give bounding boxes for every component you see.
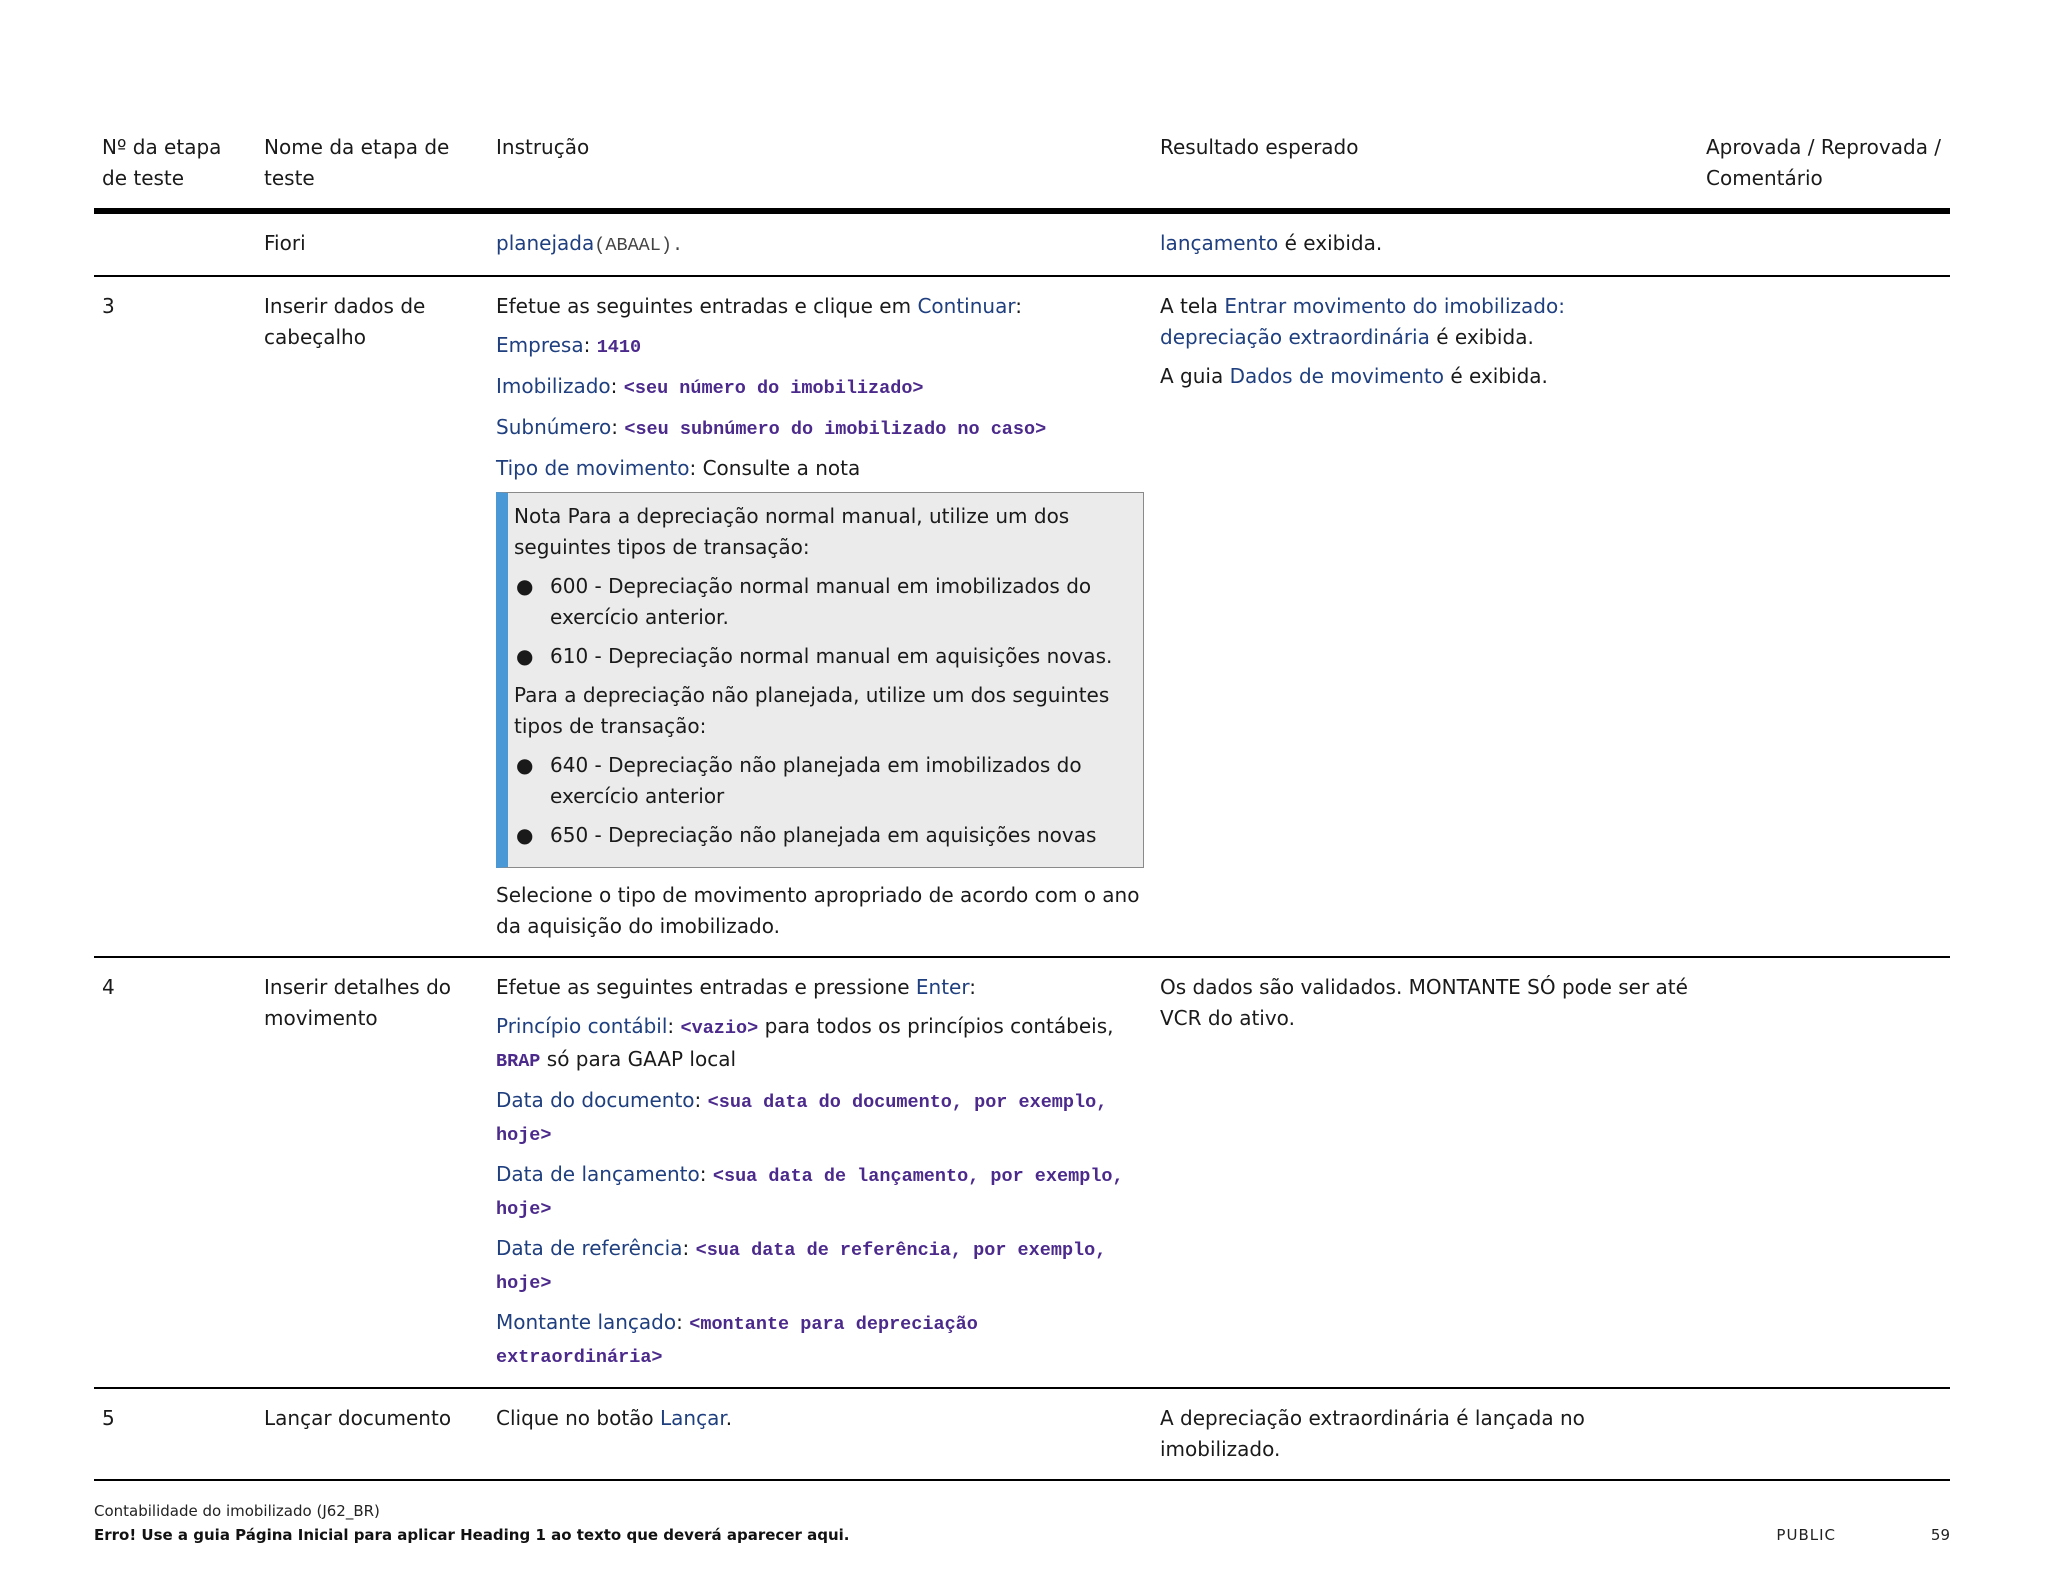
field-data-referencia: Data de referência: <sua data de referência, por exemplo, hoje> — [496, 1236, 1107, 1294]
expected-result-cell — [1152, 276, 1698, 957]
field-empresa: Empresa: 1410 — [496, 333, 642, 358]
bullet-icon: ● — [516, 823, 534, 847]
footer-error-text: Erro! Use a guia Página Inicial para aplicar Heading 1 ao texto que deverá aparecer aqui. — [94, 1526, 850, 1544]
step-name-cell: Fiori — [256, 211, 488, 276]
transaction-code: (ABAAL). — [594, 235, 684, 256]
field-label[interactable]: Data de lançamento — [496, 1162, 700, 1186]
note-list-unplanned — [514, 750, 1133, 851]
table-row-continued — [94, 211, 1950, 276]
step-no-cell: 3 — [94, 276, 256, 957]
field-value-alt: BRAP — [496, 1051, 541, 1072]
expected-result-cell: A depreciação extraordinária é lançada no imobilizado. — [1152, 1388, 1698, 1480]
note-list-item: ● 640 - Depreciação não planejada em imobilizados do exercício anterior — [514, 750, 1133, 812]
note-intro: Nota Para a depreciação normal manual, utilize um dos seguintes tipos de transação: — [514, 504, 1070, 559]
result-line: A guia Dados de movimento é exibida. — [1160, 364, 1548, 388]
field-value: <seu número do imobilizado> — [623, 378, 924, 399]
note-list-normal — [514, 571, 1133, 672]
tab-link[interactable]: Dados de movimento — [1229, 364, 1444, 388]
field-principio-contabil: Princípio contábil: <vazio> para todos os princípios contábeis, BRAP só para GAAP local — [496, 1014, 1114, 1072]
result-text: é exibida. — [1278, 231, 1383, 255]
continuar-link[interactable]: Continuar — [917, 294, 1016, 318]
pass-fail-cell — [1698, 276, 1950, 957]
field-label[interactable]: Montante lançado — [496, 1310, 677, 1334]
note-list-item: ● 650 - Depreciação não planejada em aquisições novas — [514, 820, 1133, 851]
field-value: <montante para depreciação extraordinária> — [496, 1314, 978, 1368]
step-no-cell — [94, 211, 256, 276]
note-list-item: ● 610 - Depreciação normal manual em aquisições novas. — [514, 641, 1133, 672]
bullet-icon: ● — [516, 753, 534, 777]
field-data-documento: Data do documento: <sua data do documento, por exemplo, hoje> — [496, 1088, 1108, 1146]
field-data-lancamento: Data de lançamento: <sua data de lançamento, por exemplo, hoje> — [496, 1162, 1124, 1220]
field-label[interactable]: Princípio contábil — [496, 1014, 668, 1038]
header-expected-result: Resultado esperado — [1152, 128, 1698, 211]
field-label[interactable]: Subnúmero — [496, 415, 612, 439]
footer-classification: PUBLIC — [1776, 1526, 1836, 1544]
result-link[interactable]: lançamento — [1160, 231, 1279, 255]
instruction-cell: Clique no botão Lançar. — [488, 1388, 1152, 1480]
field-value: <sua data de referência, por exemplo, hoje> — [496, 1240, 1107, 1294]
field-value: 1410 — [596, 337, 642, 358]
instruction-link[interactable]: planejada — [496, 231, 595, 255]
field-value: <seu subnúmero do imobilizado no caso> — [624, 419, 1047, 440]
instruction-intro: Efetue as seguintes entradas e pressione Enter: — [496, 975, 976, 999]
header-pass-fail-comment: Aprovada / Reprovada / Comentário — [1698, 128, 1950, 211]
enter-link[interactable]: Enter — [915, 975, 970, 999]
instruction-intro: Efetue as seguintes entradas e clique em Continuar: — [496, 294, 1022, 318]
field-value: <sua data do documento, por exemplo, hoje> — [496, 1092, 1108, 1146]
screen-link[interactable]: Entrar movimento do imobilizado: depreciação extraordinária — [1160, 294, 1565, 349]
select-instruction: Selecione o tipo de movimento apropriado de acordo com o ano da aquisição do imobilizado. — [496, 883, 1140, 938]
pass-fail-cell — [1698, 211, 1950, 276]
bullet-icon: ● — [516, 644, 534, 668]
field-label[interactable]: Data de referência — [496, 1236, 683, 1260]
expected-result-cell — [1152, 211, 1698, 276]
result-line: A tela Entrar movimento do imobilizado: depreciação extraordinária é exibida. — [1160, 294, 1565, 349]
instruction-cell — [488, 211, 1152, 276]
field-tipo-movimento — [496, 453, 1144, 484]
field-subnumero: Subnúmero: <seu subnúmero do imobilizado no caso> — [496, 415, 1047, 440]
table-row-step-4 — [94, 957, 1950, 1388]
header-step-no: Nº da etapa de teste — [94, 128, 256, 211]
note-box — [496, 492, 1144, 868]
instruction-cell — [488, 957, 1152, 1388]
note-mid: Para a depreciação não planejada, utilize um dos seguintes tipos de transação: — [514, 683, 1110, 738]
footer-page-number: 59 — [1930, 1526, 1950, 1544]
field-label[interactable]: Tipo de movimento — [496, 456, 690, 480]
footer-doc-title: Contabilidade do imobilizado (J62_BR) — [94, 1502, 380, 1520]
field-label[interactable]: Data do documento — [496, 1088, 695, 1112]
field-value: <vazio> — [680, 1018, 759, 1039]
bullet-icon: ● — [516, 574, 534, 598]
note-list-item: ● 600 - Depreciação normal manual em imobilizados do exercício anterior. — [514, 571, 1133, 633]
header-instruction: Instrução — [488, 128, 1152, 211]
field-montante-lancado: Montante lançado: <montante para depreciação extraordinária> — [496, 1310, 978, 1368]
step-name-cell: Lançar documento — [256, 1388, 488, 1480]
step-no-cell: 5 — [94, 1388, 256, 1480]
field-label[interactable]: Empresa — [496, 333, 584, 357]
step-name-cell: Inserir detalhes do movimento — [256, 957, 488, 1388]
table-row-step-5 — [94, 1388, 1950, 1480]
header-step-name: Nome da etapa de teste — [256, 128, 488, 211]
field-value: : Consulte a nota — [689, 456, 861, 480]
lancar-link[interactable]: Lançar — [660, 1406, 726, 1430]
expected-result-cell: Os dados são validados. MONTANTE SÓ pode ser até VCR do ativo. — [1152, 957, 1698, 1388]
instruction-cell — [488, 276, 1152, 957]
test-steps-table — [94, 128, 1950, 1481]
table-row-step-3 — [94, 276, 1950, 957]
field-value: <sua data de lançamento, por exemplo, hoje> — [496, 1166, 1124, 1220]
field-imobilizado: Imobilizado: <seu número do imobilizado> — [496, 374, 924, 399]
step-no-cell: 4 — [94, 957, 256, 1388]
pass-fail-cell — [1698, 1388, 1950, 1480]
field-label[interactable]: Imobilizado — [496, 374, 611, 398]
table-header-row — [94, 128, 1950, 211]
test-steps-table-container — [94, 128, 1950, 1481]
pass-fail-cell — [1698, 957, 1950, 1388]
page-footer — [94, 1502, 1950, 1544]
step-name-cell: Inserir dados de cabeçalho — [256, 276, 488, 957]
